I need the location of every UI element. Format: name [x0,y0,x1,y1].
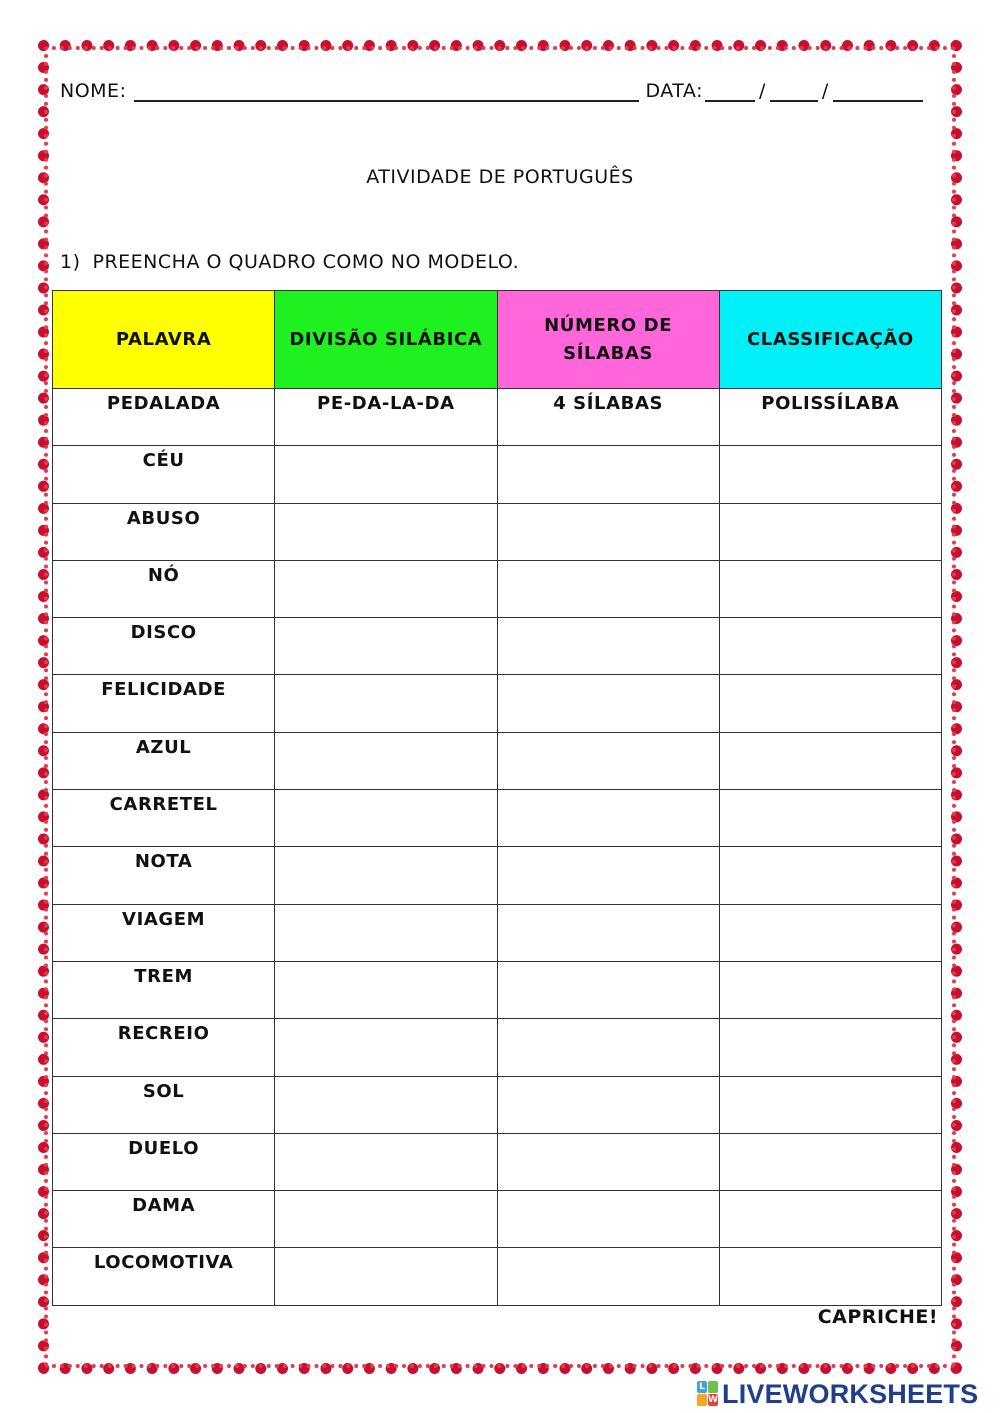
cell-syllable-count[interactable] [497,1019,719,1076]
cell-classification[interactable] [719,1248,941,1305]
cell-word: CARRETEL [53,790,275,847]
cell-syllable-division[interactable] [275,1076,497,1133]
date-label: DATA: [645,80,703,102]
cell-syllable-division: PE-DA-LA-DA [275,389,497,446]
cell-syllable-division[interactable] [275,446,497,503]
name-blank[interactable] [134,82,639,102]
cell-syllable-count[interactable] [497,503,719,560]
table-row [53,446,942,503]
cell-syllable-division[interactable] [275,790,497,847]
table-header-row [53,291,942,389]
cell-syllable-count[interactable] [497,1248,719,1305]
table-row [53,790,942,847]
table-row [53,503,942,560]
cell-syllable-count[interactable] [497,904,719,961]
cell-classification[interactable] [719,1019,941,1076]
cell-syllable-division[interactable] [275,1019,497,1076]
table-row [53,1191,942,1248]
cell-word: NOTA [53,847,275,904]
cell-syllable-division[interactable] [275,675,497,732]
cell-syllable-count[interactable] [497,961,719,1018]
cell-syllable-division[interactable] [275,961,497,1018]
table-row [53,904,942,961]
table-body [53,389,942,1306]
cell-syllable-count[interactable] [497,675,719,732]
table-row [53,560,942,617]
cell-classification[interactable] [719,847,941,904]
table-row [53,618,942,675]
instruction-text: PREENCHA O QUADRO COMO NO MODELO. [92,251,520,273]
instruction-number: 1) [60,251,81,273]
cell-syllable-division[interactable] [275,560,497,617]
cell-word: SOL [53,1076,275,1133]
cell-syllable-division[interactable] [275,732,497,789]
date-year-blank[interactable] [833,82,923,102]
header-divisao-silabica: DIVISÃO SILÁBICA [275,291,497,389]
logo-tile [697,1394,707,1406]
syllable-table [52,290,942,1306]
cell-classification[interactable] [719,961,941,1018]
cell-syllable-division[interactable] [275,847,497,904]
cell-syllable-count[interactable] [497,618,719,675]
cell-classification[interactable] [719,790,941,847]
cell-word: NÓ [53,560,275,617]
cell-word: DUELO [53,1133,275,1190]
cell-classification[interactable] [719,618,941,675]
cell-classification[interactable] [719,904,941,961]
cell-word: PEDALADA [53,389,275,446]
date-day-blank[interactable] [705,82,755,102]
table-row [53,1076,942,1133]
cell-classification[interactable] [719,503,941,560]
cell-word: DISCO [53,618,275,675]
cell-classification[interactable] [719,560,941,617]
cell-word: AZUL [53,732,275,789]
table-row [53,389,942,446]
instruction [60,251,519,273]
cell-classification[interactable] [719,732,941,789]
cell-word: TREM [53,961,275,1018]
logo-tile: W [708,1395,718,1405]
cell-syllable-count[interactable] [497,1133,719,1190]
header-numero-de-silabas: NÚMERO DE SÍLABAS [497,291,719,389]
cell-syllable-count[interactable] [497,732,719,789]
header-palavra: PALAVRA [53,291,275,389]
brand-name: LIVEWORKSHEETS [722,1378,979,1409]
cell-classification[interactable] [719,1076,941,1133]
closing-note: CAPRICHE! [817,1306,938,1328]
cell-classification[interactable] [719,675,941,732]
cell-word: FELICIDADE [53,675,275,732]
date-slash: / [758,80,766,102]
table-row [53,1248,942,1305]
cell-syllable-count[interactable] [497,1076,719,1133]
cell-syllable-division[interactable] [275,1191,497,1248]
table-row [53,847,942,904]
cell-word: VIAGEM [53,904,275,961]
cell-word: ABUSO [53,503,275,560]
table-row [53,1133,942,1190]
cell-word: CÉU [53,446,275,503]
date-slash: / [821,80,829,102]
cell-word: DAMA [53,1191,275,1248]
student-info-line [60,80,945,110]
header-classificacao: CLASSIFICAÇÃO [719,291,941,389]
cell-syllable-count[interactable] [497,790,719,847]
cell-syllable-division[interactable] [275,503,497,560]
cell-syllable-count[interactable] [497,446,719,503]
table-row [53,675,942,732]
cell-word: LOCOMOTIVA [53,1248,275,1305]
cell-syllable-division[interactable] [275,1248,497,1305]
name-label: NOME: [60,80,127,102]
cell-syllable-count[interactable] [497,560,719,617]
cell-syllable-division[interactable] [275,1133,497,1190]
cell-word: RECREIO [53,1019,275,1076]
date-month-blank[interactable] [770,82,818,102]
table-row [53,732,942,789]
cell-syllable-count[interactable] [497,847,719,904]
cell-classification: POLISSÍLABA [719,389,941,446]
table-row [53,1019,942,1076]
logo-tile [708,1381,718,1393]
table-row [53,961,942,1018]
cell-syllable-division[interactable] [275,904,497,961]
liveworksheets-logo-icon [697,1381,719,1407]
cell-syllable-count[interactable] [497,1191,719,1248]
cell-classification[interactable] [719,1133,941,1190]
cell-classification[interactable] [719,1191,941,1248]
logo-tile: L [697,1381,707,1393]
cell-syllable-count: 4 SÍLABAS [497,389,719,446]
cell-classification[interactable] [719,446,941,503]
cell-syllable-division[interactable] [275,618,497,675]
brand-footer [697,1378,978,1410]
page-title: ATIVIDADE DE PORTUGUÊS [366,166,634,188]
